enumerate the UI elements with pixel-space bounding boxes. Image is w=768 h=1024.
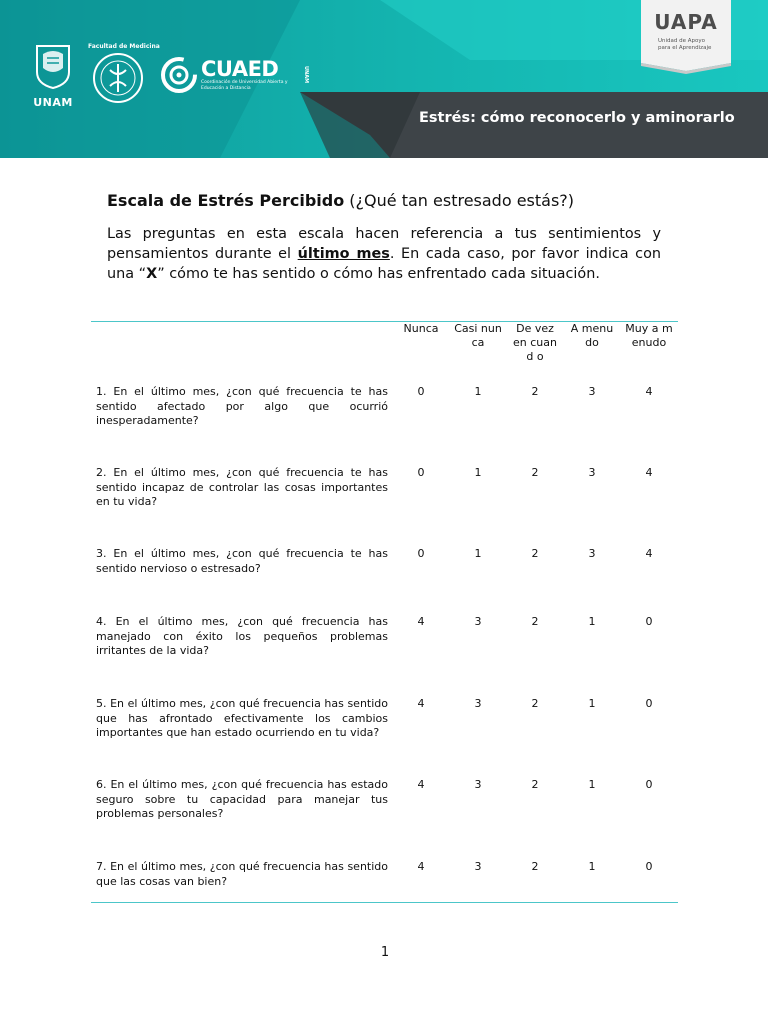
header-banner bbox=[0, 0, 768, 158]
score-value[interactable]: 4 bbox=[645, 385, 653, 398]
intro-emphasis: último mes bbox=[297, 246, 390, 262]
score-value[interactable]: 0 bbox=[417, 547, 425, 560]
institution-logos bbox=[28, 40, 309, 110]
intro-x-mark: X bbox=[146, 266, 158, 282]
question-text: 6. En el último mes, ¿con qué frecuencia has estado seguro sobre tu capacidad para manejar tus problemas personales? bbox=[96, 778, 388, 820]
page-number: 1 bbox=[380, 945, 390, 960]
score-value[interactable]: 2 bbox=[531, 860, 539, 873]
intro-part-3: ” cómo te has sentido o cómo has enfrentado cada situación. bbox=[157, 266, 600, 282]
score-value[interactable]: 3 bbox=[474, 778, 482, 791]
score-value[interactable]: 4 bbox=[645, 466, 653, 479]
document-title bbox=[107, 191, 574, 210]
score-value[interactable]: 4 bbox=[417, 778, 425, 791]
column-header: De vez en cuand o bbox=[513, 322, 557, 363]
intro-part-1: Las preguntas en esta escala hacen referencia a tus sentimientos y pensamientos durante el bbox=[107, 226, 661, 262]
question-text: 2. En el último mes, ¿con qué frecuencia te has sentido incapaz de controlar las cosas importantes en tu vida? bbox=[96, 466, 388, 508]
instructions-paragraph bbox=[107, 224, 661, 284]
score-value[interactable]: 1 bbox=[588, 860, 596, 873]
score-value[interactable]: 3 bbox=[588, 385, 596, 398]
score-value[interactable]: 0 bbox=[417, 466, 425, 479]
medicine-faculty-logo bbox=[88, 42, 160, 108]
cuaed-subtitle: Coordinación de Universidad Abierta y Educación a Distancia bbox=[201, 80, 288, 91]
medicine-seal-icon bbox=[92, 52, 144, 104]
question-text: 7. En el último mes, ¿con qué frecuencia has sentido que las cosas van bien? bbox=[96, 860, 388, 888]
score-value[interactable]: 4 bbox=[417, 697, 425, 710]
document-title-rest: (¿Qué tan estresado estás?) bbox=[344, 191, 575, 210]
score-value[interactable]: 1 bbox=[474, 547, 482, 560]
score-value[interactable]: 4 bbox=[645, 547, 653, 560]
uapa-desc-line-1: Unidad de Apoyo bbox=[658, 38, 706, 44]
cuaed-name: CUAED bbox=[201, 57, 279, 81]
score-value[interactable]: 2 bbox=[531, 778, 539, 791]
intro-part-2: . En cada caso, por favor indica con una “ bbox=[107, 246, 661, 282]
score-value[interactable]: 3 bbox=[474, 860, 482, 873]
banner-title: Estrés: cómo reconocerlo y aminorarlo bbox=[419, 110, 735, 126]
score-value[interactable]: 0 bbox=[645, 860, 653, 873]
question-text: 5. En el último mes, ¿con qué frecuencia has sentido que has afrontado efectivamente los cambios importantes que han estado ocurriendo en tu vida? bbox=[96, 697, 388, 739]
score-value[interactable]: 3 bbox=[588, 466, 596, 479]
column-header: A menudo bbox=[570, 322, 614, 349]
document-title-bold: Escala de Estrés Percibido bbox=[107, 191, 345, 210]
score-value[interactable]: 0 bbox=[645, 778, 653, 791]
score-value[interactable]: 0 bbox=[645, 697, 653, 710]
column-header: Nunca bbox=[403, 322, 439, 335]
unam-crest-icon bbox=[33, 42, 73, 90]
cuaed-unam-vertical: UNAM bbox=[303, 66, 309, 84]
score-value[interactable]: 1 bbox=[474, 385, 482, 398]
score-value[interactable]: 2 bbox=[531, 385, 539, 398]
score-value[interactable]: 4 bbox=[417, 860, 425, 873]
uapa-description bbox=[658, 38, 711, 52]
question-text: 3. En el último mes, ¿con qué frecuencia te has sentido nervioso o estresado? bbox=[96, 547, 388, 575]
uapa-brand: UAPA bbox=[654, 10, 718, 34]
score-value[interactable]: 4 bbox=[417, 615, 425, 628]
cuaed-logo bbox=[160, 56, 309, 94]
table-bottom-rule bbox=[91, 902, 678, 903]
column-header: Casi nunca bbox=[454, 322, 502, 349]
score-value[interactable]: 1 bbox=[588, 615, 596, 628]
score-value[interactable]: 2 bbox=[531, 615, 539, 628]
score-value[interactable]: 1 bbox=[588, 778, 596, 791]
score-value[interactable]: 1 bbox=[474, 466, 482, 479]
score-value[interactable]: 3 bbox=[588, 547, 596, 560]
score-value[interactable]: 0 bbox=[417, 385, 425, 398]
score-value[interactable]: 2 bbox=[531, 697, 539, 710]
uapa-desc-line-2: para el Aprendizaje bbox=[658, 45, 712, 51]
score-value[interactable]: 0 bbox=[645, 615, 653, 628]
score-value[interactable]: 2 bbox=[531, 466, 539, 479]
column-header: Muy a menudo bbox=[625, 322, 673, 349]
medicine-faculty-label: Facultad de Medicina bbox=[88, 42, 160, 50]
score-value[interactable]: 3 bbox=[474, 615, 482, 628]
score-value[interactable]: 1 bbox=[588, 697, 596, 710]
question-text: 4. En el último mes, ¿con qué frecuencia has manejado con éxito los pequeños problemas irritantes de la vida? bbox=[96, 615, 388, 657]
unam-logo bbox=[28, 42, 78, 109]
uapa-logo bbox=[640, 0, 732, 70]
unam-label: UNAM bbox=[33, 95, 73, 109]
score-value[interactable]: 3 bbox=[474, 697, 482, 710]
cuaed-ring-icon bbox=[160, 56, 198, 94]
question-text: 1. En el último mes, ¿con qué frecuencia te has sentido afectado por algo que ocurrió inesperadamente? bbox=[96, 385, 388, 427]
score-value[interactable]: 2 bbox=[531, 547, 539, 560]
